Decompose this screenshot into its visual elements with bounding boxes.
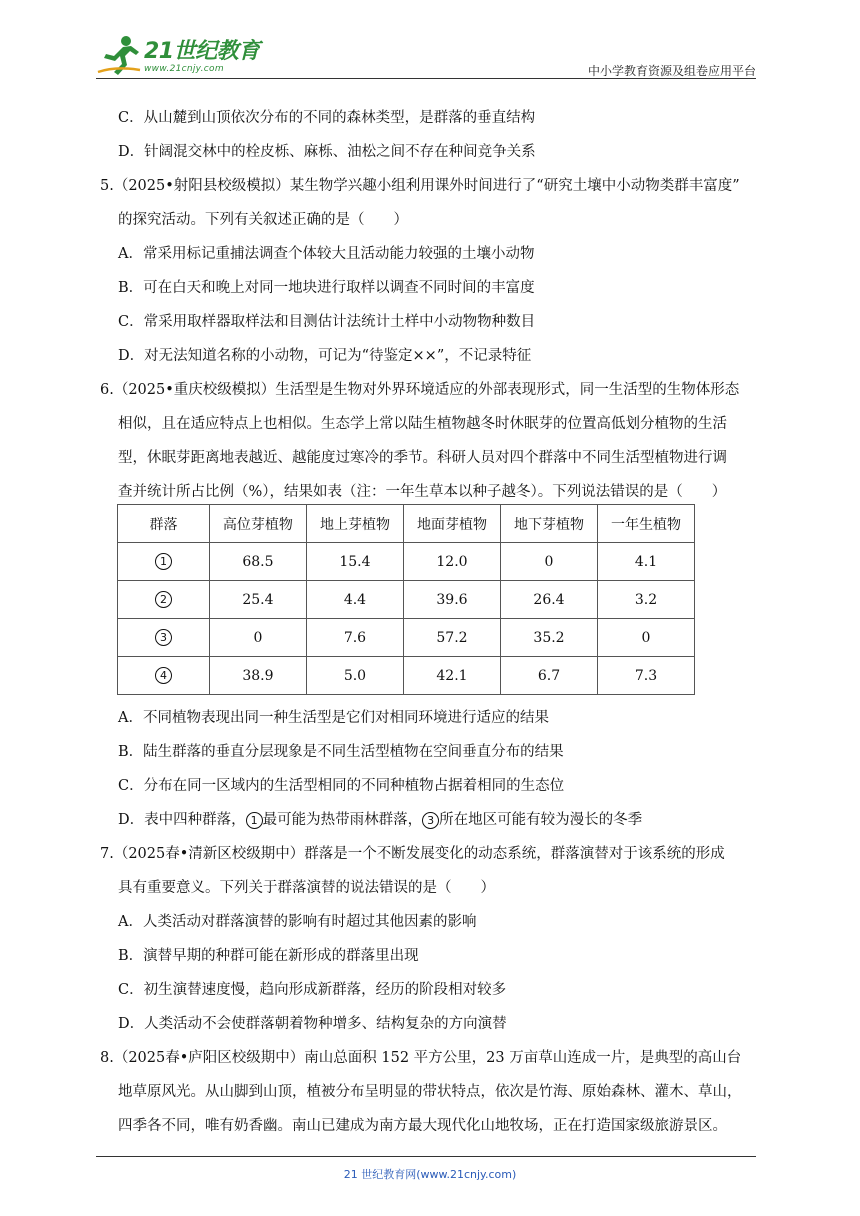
- option-line: C．分布在同一区域内的生活型相同的不同种植物占据着相同的生态位: [118, 778, 565, 794]
- platform-name: 中小学教育资源及组卷应用平台: [587, 64, 756, 78]
- table-cell: 5.0: [306, 657, 403, 695]
- option-line: D．针阔混交林中的栓皮栎、麻栎、油松之间不存在种间竞争关系: [118, 144, 536, 160]
- circled-number: 2: [155, 591, 172, 608]
- table-header-cell: 地下芽植物: [501, 505, 598, 543]
- table-cell: 3.2: [598, 581, 695, 619]
- table-cell: 7.3: [598, 657, 695, 695]
- table-header-cell: 高位芽植物: [209, 505, 306, 543]
- option-text: D．表中四种群落，: [118, 812, 246, 828]
- table-row: [118, 543, 695, 581]
- option-line: B．陆生群落的垂直分层现象是不同生活型植物在空间垂直分布的结果: [118, 744, 564, 760]
- question-6-stem-cont: 型，休眠芽距离地表越近、越能度过寒冷的季节。科研人员对四个群落中不同生活型植物进行调: [118, 450, 727, 466]
- table-row: [118, 657, 695, 695]
- question-8-stem-cont: 地草原风光。从山脚到山顶，植被分布呈明显的带状特点，依次是竹海、原始森林、灌木、草山，: [118, 1084, 742, 1100]
- table-cell: 68.5: [209, 543, 306, 581]
- option-line: A．人类活动对群落演替的影响有时超过其他因素的影响: [118, 914, 477, 930]
- table-cell: 0: [209, 619, 306, 657]
- circled-number: 1: [155, 553, 172, 570]
- option-text: 最可能为热带雨林群落，: [262, 812, 423, 828]
- table-header-cell: 群落: [118, 505, 210, 543]
- table-cell: 6.7: [501, 657, 598, 695]
- option-line: B．演替早期的种群可能在新形成的群落里出现: [118, 948, 419, 964]
- row-id-cell: [118, 619, 210, 657]
- option-line: C．初生演替速度慢，趋向形成新群落，经历的阶段相对较多: [118, 982, 507, 998]
- table-cell: 0: [598, 619, 695, 657]
- option-line: A．常采用标记重捕法调查个体较大且活动能力较强的土壤小动物: [118, 246, 535, 262]
- plant-life-form-table: [117, 504, 695, 695]
- table-row: [118, 581, 695, 619]
- circled-number: 4: [155, 667, 172, 684]
- table-header-row: [118, 505, 695, 543]
- table-cell: 35.2: [501, 619, 598, 657]
- option-line: [118, 808, 642, 829]
- question-6-stem-cont: 查并统计所占比例（%），结果如表（注：一年生草本以种子越冬）。下列说法错误的是（ ）: [118, 484, 727, 500]
- logo-text: 21世纪教育: [144, 39, 260, 64]
- page-header: [96, 30, 756, 80]
- option-line: C．常采用取样器取样法和目测估计法统计土样中小动物物种数目: [118, 314, 536, 330]
- table-cell: 15.4: [306, 543, 403, 581]
- table-cell: 39.6: [403, 581, 500, 619]
- footer-divider: [96, 1156, 756, 1157]
- table-cell: 57.2: [403, 619, 500, 657]
- table-row: [118, 619, 695, 657]
- table-cell: 26.4: [501, 581, 598, 619]
- circled-number: 3: [422, 812, 439, 829]
- table-cell: 25.4: [209, 581, 306, 619]
- question-6-stem: 6.（2025•重庆校级模拟）生活型是生物对外界环境适应的外部表现形式，同一生活型的生物体形态: [100, 382, 740, 398]
- runner-logo-icon: [96, 34, 142, 78]
- option-line: B．可在白天和晚上对同一地块进行取样以调查不同时间的丰富度: [118, 280, 535, 296]
- table-cell: 12.0: [403, 543, 500, 581]
- table-header-cell: 地面芽植物: [403, 505, 500, 543]
- table-cell: 4.1: [598, 543, 695, 581]
- table-cell: 4.4: [306, 581, 403, 619]
- table-cell: 42.1: [403, 657, 500, 695]
- question-8-stem: 8.（2025春•庐阳区校级期中）南山总面积 152 平方公里，23 万亩草山连成一片，是典型的高山台: [100, 1050, 742, 1066]
- logo: [96, 34, 266, 78]
- question-7-stem-cont: 具有重要意义。下列关于群落演替的说法错误的是（ ）: [118, 880, 495, 896]
- question-5-stem: 5.（2025•射阳县校级模拟）某生物学兴趣小组利用课外时间进行了“研究土壤中小动物类群丰富度”: [100, 178, 740, 194]
- table-cell: 7.6: [306, 619, 403, 657]
- question-6-stem-cont: 相似，且在适应特点上也相似。生态学上常以陆生植物越冬时休眠芽的位置高低划分植物的生活: [118, 416, 727, 432]
- circled-number: 3: [155, 629, 172, 646]
- option-line: D．人类活动不会使群落朝着物种增多、结构复杂的方向演替: [118, 1016, 507, 1032]
- option-line: D．对无法知道名称的小动物，可记为“待鉴定××”，不记录特征: [118, 348, 532, 364]
- table-header-cell: 一年生植物: [598, 505, 695, 543]
- table-cell: 0: [501, 543, 598, 581]
- circled-number: 1: [246, 812, 263, 829]
- header-divider: [96, 78, 756, 79]
- option-line: A．不同植物表现出同一种生活型是它们对相同环境进行适应的结果: [118, 710, 549, 726]
- table-cell: 38.9: [209, 657, 306, 695]
- question-5-stem-cont: 的探究活动。下列有关叙述正确的是（ ）: [118, 212, 408, 228]
- option-line: C．从山麓到山顶依次分布的不同的森林类型，是群落的垂直结构: [118, 110, 536, 126]
- question-7-stem: 7.（2025春•清新区校级期中）群落是一个不断发展变化的动态系统，群落演替对于该系统的形成: [100, 846, 725, 862]
- logo-url: www.21cnjy.com: [144, 64, 224, 74]
- row-id-cell: [118, 543, 210, 581]
- table-header-cell: 地上芽植物: [306, 505, 403, 543]
- question-8-stem-cont: 四季各不同，唯有奶香幽。南山已建成为南方最大现代化山地牧场，正在打造国家级旅游景区。: [118, 1118, 727, 1134]
- row-id-cell: [118, 657, 210, 695]
- row-id-cell: [118, 581, 210, 619]
- footer-link[interactable]: 21 世纪教育网(www.21cnjy.com): [343, 1168, 517, 1181]
- option-text: 所在地区可能有较为漫长的冬季: [439, 812, 643, 828]
